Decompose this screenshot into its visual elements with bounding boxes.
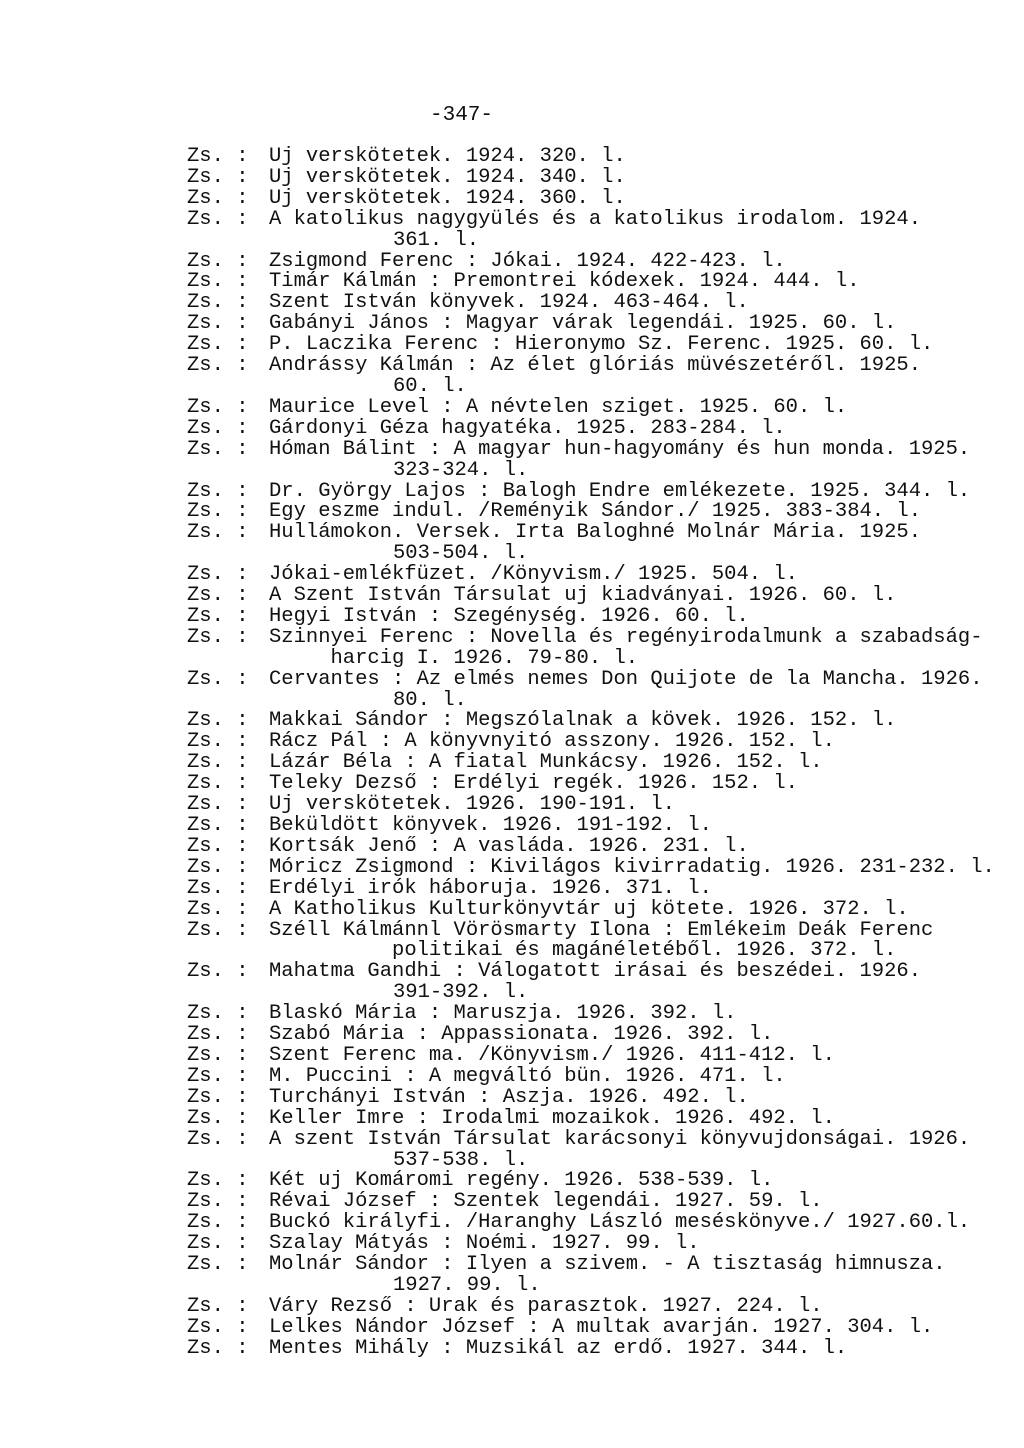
- entry-source-prefix: Zs. :: [187, 521, 249, 545]
- bibliography-entry: [187, 249, 1007, 273]
- bibliography-entry: [187, 1127, 1007, 1172]
- entry-text: A katolikus nagygyülés és a katolikus irodalom. 1924.: [269, 207, 922, 231]
- entry-text: Szalay Mátyás : Noémi. 1927. 99. l.: [269, 1232, 700, 1256]
- bibliography-entry: [187, 395, 1007, 419]
- entry-source-prefix: Zs. :: [187, 855, 249, 879]
- entry-text: P. Laczika Ferenc : Hieronymo Sz. Ferenc. 1925. 60. l.: [269, 333, 934, 357]
- bibliography-entry: [187, 1255, 1007, 1297]
- bibliography-entry: [187, 1171, 1007, 1192]
- bibliography-entry: [187, 1192, 1007, 1213]
- entry-continuation: 361. l.: [393, 228, 480, 252]
- entry-text: Rácz Pál : A könyvnyitó asszony. 1926. 152. l.: [269, 730, 835, 754]
- entry-text: Szabó Mária : Appassionata. 1926. 392. l.: [269, 1023, 774, 1047]
- entry-text: A Szent István Társulat uj kiadványai. 1926. 60. l.: [269, 584, 897, 608]
- entry-text: Széll Kálmánnl Vörösmarty Ilona : Emlékeim Deák Ferenc: [269, 918, 934, 942]
- entry-text: Hullámokon. Versek. Irta Baloghné Molnár Mária. 1925.: [269, 521, 922, 545]
- entry-source-prefix: Zs. :: [187, 270, 249, 294]
- bibliography-entry: [187, 1336, 1007, 1360]
- entry-source-prefix: Zs. :: [187, 1085, 249, 1109]
- bibliography-entry: [187, 774, 1007, 795]
- bibliography-entry: [187, 732, 1007, 753]
- bibliography-entry: [187, 1064, 1007, 1088]
- entry-continuation: 503-504. l.: [393, 542, 529, 566]
- bibliography-entry: [187, 1294, 1007, 1318]
- entry-text: Zsigmond Ferenc : Jókai. 1924. 422-423. l.: [269, 249, 786, 273]
- bibliography-entry: [187, 502, 1007, 523]
- entry-text: Molnár Sándor : Ilyen a szivem. - A tisztaság himnusza.: [269, 1253, 946, 1277]
- entry-text: Buckó királyfi. /Haranghy László meséskönyve./ 1927.60.l.: [269, 1211, 971, 1235]
- entry-source-prefix: Zs. :: [187, 186, 249, 210]
- entry-text: Turchányi István : Aszja. 1926. 492. l.: [269, 1085, 749, 1109]
- entry-text: Timár Kálmán : Premontrei kódexek. 1924. 444. l.: [269, 270, 860, 294]
- entry-text: Hegyi István : Szegénység. 1926. 60. l.: [269, 604, 749, 628]
- entry-source-prefix: Zs. :: [187, 333, 249, 357]
- entry-text: Teleky Dezső : Erdélyi regék. 1926. 152. l.: [269, 772, 798, 796]
- entry-source-prefix: Zs. :: [187, 834, 249, 858]
- bibliography-entry: [187, 523, 1007, 565]
- entry-continuation: 391-392. l.: [393, 981, 529, 1005]
- bibliography-entry: [187, 186, 1007, 210]
- entry-continuation: harcig I. 1926. 79-80. l.: [269, 646, 639, 670]
- bibliography-entry: [187, 1315, 1007, 1339]
- entry-text: Andrássy Kálmán : Az élet glóriás müvészetéről. 1925.: [269, 354, 922, 378]
- entry-text: Keller Imre : Irodalmi mozaikok. 1926. 492. l.: [269, 1106, 835, 1130]
- entry-text: Móricz Zsigmond : Kivilágos kivirradatig. 1926. 231-232. l.: [269, 855, 995, 879]
- bibliography-entry: [187, 711, 1007, 732]
- entry-source-prefix: Zs. :: [187, 354, 249, 378]
- entry-source-prefix: Zs. :: [187, 1002, 249, 1026]
- entry-source-prefix: Zs. :: [187, 584, 249, 608]
- entry-continuation: 537-538. l.: [393, 1148, 529, 1172]
- bibliography-entry: [187, 165, 1007, 189]
- entry-source-prefix: Zs. :: [187, 145, 249, 168]
- entry-source-prefix: Zs. :: [187, 1315, 249, 1339]
- bibliography-entry: [187, 293, 1007, 314]
- entry-text: Révai József : Szentek legendái. 1927. 59. l.: [269, 1190, 823, 1214]
- bibliography-entry: [187, 207, 1007, 252]
- bibliography-entry: [187, 604, 1007, 628]
- bibliography-entry: [187, 479, 1007, 503]
- bibliography-entry: [187, 314, 1007, 335]
- entry-source-prefix: Zs. :: [187, 563, 249, 587]
- entry-source-prefix: Zs. :: [187, 772, 249, 796]
- bibliography-entry: [187, 962, 1007, 1004]
- entry-source-prefix: Zs. :: [187, 395, 249, 419]
- bibliography-entry: [187, 1004, 1007, 1025]
- bibliography-entry: [187, 356, 1007, 398]
- entry-source-prefix: Zs. :: [187, 897, 249, 921]
- entry-source-prefix: Zs. :: [187, 165, 249, 189]
- bibliography-entry: [187, 753, 1007, 774]
- bibliography-entry: [187, 816, 1007, 837]
- entry-source-prefix: Zs. :: [187, 667, 249, 691]
- entry-text: Uj verskötetek. 1926. 190-191. l.: [269, 793, 675, 817]
- bibliography-entry: [187, 795, 1007, 816]
- entry-source-prefix: Zs. :: [187, 1253, 249, 1277]
- entry-text: M. Puccini : A megváltó bün. 1926. 471. l.: [269, 1064, 786, 1088]
- entry-text: Blaskó Mária : Maruszja. 1926. 392. l.: [269, 1002, 737, 1026]
- entry-text: Egy eszme indul. /Reményik Sándor./ 1925. 383-384. l.: [269, 500, 922, 524]
- entry-text: Gabányi János : Magyar várak legendái. 1925. 60. l.: [269, 312, 897, 336]
- entry-text: Jókai-emlékfüzet. /Könyvism./ 1925. 504. l.: [269, 563, 798, 587]
- entry-source-prefix: Zs. :: [187, 960, 249, 984]
- entry-continuation: 60. l.: [393, 374, 467, 398]
- entry-source-prefix: Zs. :: [187, 500, 249, 524]
- bibliography-entry: [187, 625, 1007, 670]
- entry-text: Erdélyi irók háboruja. 1926. 371. l.: [269, 876, 712, 900]
- bibliography-entry: [187, 1085, 1007, 1109]
- bibliography-entry: [187, 335, 1007, 356]
- bibliography-entry: [187, 1213, 1007, 1234]
- entry-source-prefix: Zs. :: [187, 1064, 249, 1088]
- entry-continuation: 323-324. l.: [393, 458, 529, 482]
- bibliography-entry: [187, 897, 1007, 921]
- entry-text: Uj verskötetek. 1924. 320. l.: [269, 145, 626, 168]
- entry-source-prefix: Zs. :: [187, 249, 249, 273]
- entry-source-prefix: Zs. :: [187, 625, 249, 649]
- bibliography-entry: [187, 855, 1007, 879]
- entry-source-prefix: Zs. :: [187, 312, 249, 336]
- entry-source-prefix: Zs. :: [187, 1190, 249, 1214]
- entry-text: A Katholikus Kulturkönyvtár uj kötete. 1926. 372. l.: [269, 897, 909, 921]
- entry-text: Szinnyei Ferenc : Novella és regényirodalmunk a szabadság-: [269, 625, 983, 649]
- entry-text: Makkai Sándor : Megszólalnak a kövek. 1926. 152. l.: [269, 709, 897, 733]
- entry-source-prefix: Zs. :: [187, 1023, 249, 1047]
- entry-source-prefix: Zs. :: [187, 1232, 249, 1256]
- entry-source-prefix: Zs. :: [187, 207, 249, 231]
- entry-continuation: 80. l.: [393, 688, 467, 712]
- entry-source-prefix: Zs. :: [187, 416, 249, 440]
- bibliography-entry: [187, 586, 1007, 607]
- bibliography-entry: [187, 437, 1007, 482]
- entry-text: Beküldött könyvek. 1926. 191-192. l.: [269, 814, 712, 837]
- entry-source-prefix: Zs. :: [187, 291, 249, 315]
- bibliography-list: [187, 147, 1007, 1360]
- bibliography-entry: [187, 667, 1007, 712]
- bibliography-entry: [187, 1043, 1007, 1067]
- bibliography-entry: [187, 1234, 1007, 1255]
- entry-text: Szent Ferenc ma. /Könyvism./ 1926. 411-412. l.: [269, 1043, 835, 1067]
- entry-source-prefix: Zs. :: [187, 918, 249, 942]
- entry-text: Lázár Béla : A fiatal Munkácsy. 1926. 152. l.: [269, 751, 823, 775]
- entry-text: Uj verskötetek. 1924. 360. l.: [269, 186, 626, 210]
- entry-source-prefix: Zs. :: [187, 1294, 249, 1318]
- entry-text: Két uj Komáromi regény. 1926. 538-539. l.: [269, 1169, 774, 1193]
- entry-source-prefix: Zs. :: [187, 876, 249, 900]
- bibliography-entry: [187, 416, 1007, 440]
- entry-text: Maurice Level : A névtelen sziget. 1925. 60. l.: [269, 395, 848, 419]
- entry-source-prefix: Zs. :: [187, 709, 249, 733]
- bibliography-entry: [187, 272, 1007, 293]
- bibliography-entry: [187, 834, 1007, 858]
- entry-source-prefix: Zs. :: [187, 1127, 249, 1151]
- bibliography-entry: [187, 1106, 1007, 1130]
- entry-source-prefix: Zs. :: [187, 814, 249, 837]
- entry-text: Dr. György Lajos : Balogh Endre emlékezete. 1925. 344. l.: [269, 479, 971, 503]
- entry-source-prefix: Zs. :: [187, 437, 249, 461]
- entry-text: Gárdonyi Géza hagyatéka. 1925. 283-284. l.: [269, 416, 786, 440]
- entry-source-prefix: Zs. :: [187, 1211, 249, 1235]
- entry-continuation: 1927. 99. l.: [393, 1273, 541, 1297]
- entry-text: Mahatma Gandhi : Válogatott irásai és beszédei. 1926.: [269, 960, 922, 984]
- bibliography-entry: [187, 876, 1007, 900]
- bibliography-entry: [187, 1025, 1007, 1046]
- entry-text: Lelkes Nándor József : A multak avarján. 1927. 304. l.: [269, 1315, 934, 1339]
- entry-source-prefix: Zs. :: [187, 604, 249, 628]
- bibliography-entry: [187, 918, 1007, 963]
- entry-source-prefix: Zs. :: [187, 1336, 249, 1360]
- entry-text: Szent István könyvek. 1924. 463-464. l.: [269, 291, 749, 315]
- entry-source-prefix: Zs. :: [187, 730, 249, 754]
- entry-text: Kortsák Jenő : A vasláda. 1926. 231. l.: [269, 834, 749, 858]
- page-number: -347-: [430, 104, 494, 127]
- entry-text: Uj verskötetek. 1924. 340. l.: [269, 165, 626, 189]
- entry-source-prefix: Zs. :: [187, 479, 249, 503]
- entry-source-prefix: Zs. :: [187, 793, 249, 817]
- entry-source-prefix: Zs. :: [187, 751, 249, 775]
- entry-text: Mentes Mihály : Muzsikál az erdő. 1927. 344. l.: [269, 1336, 848, 1360]
- entry-source-prefix: Zs. :: [187, 1043, 249, 1067]
- entry-text: Váry Rezső : Urak és parasztok. 1927. 224. l.: [269, 1294, 823, 1318]
- entry-continuation: politikai és magánéletéből. 1926. 372. l.: [269, 939, 897, 963]
- entry-text: Hóman Bálint : A magyar hun-hagyomány és hun monda. 1925.: [269, 437, 971, 461]
- bibliography-entry: [187, 147, 1007, 168]
- bibliography-entry: [187, 565, 1007, 586]
- entry-text: Cervantes : Az elmés nemes Don Quijote de la Mancha. 1926.: [269, 667, 983, 691]
- entry-source-prefix: Zs. :: [187, 1106, 249, 1130]
- entry-text: A szent István Társulat karácsonyi könyvujdonságai. 1926.: [269, 1127, 971, 1151]
- entry-source-prefix: Zs. :: [187, 1169, 249, 1193]
